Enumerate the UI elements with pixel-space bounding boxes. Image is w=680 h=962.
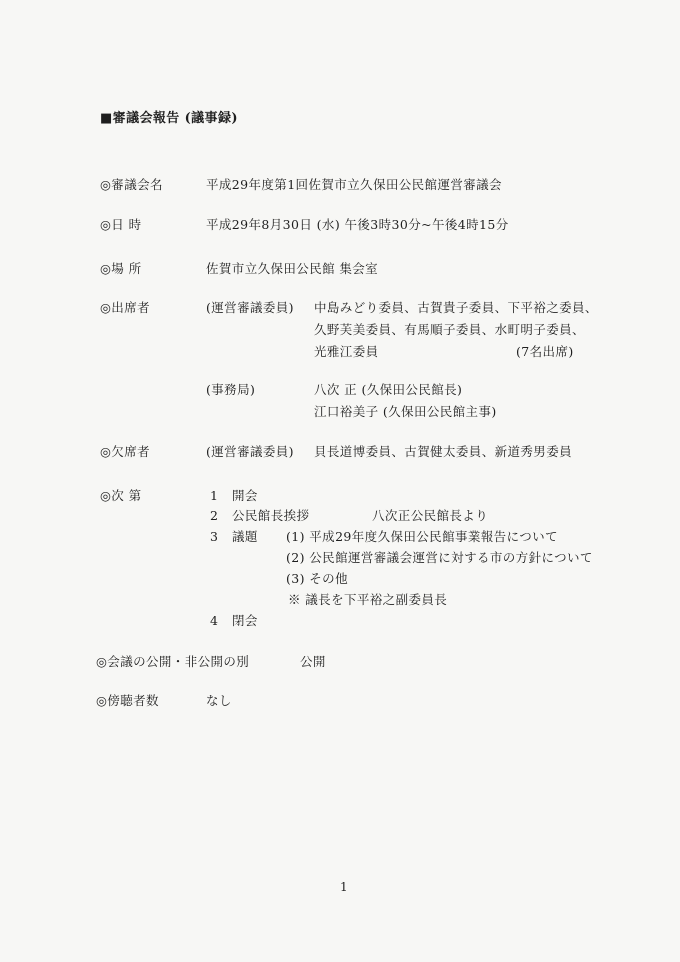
office-group-label: (事務局)	[206, 382, 256, 397]
committee-group-label: (運営審議委員)	[206, 300, 294, 315]
committee-members-line: 光雅江委員	[314, 344, 379, 359]
agenda-item-number: 3	[210, 529, 219, 544]
absentees-value: 貝長道博委員、古賀健太委員、新道秀男委員	[314, 444, 573, 459]
agenda-item-text: 議題	[232, 529, 258, 544]
committee-attendance-count: (7名出席)	[516, 344, 574, 359]
page-number: 1	[340, 880, 349, 894]
agenda-item-note: 八次正公民館長より	[372, 508, 489, 523]
place-label: ◎場 所	[100, 261, 142, 276]
office-member-line: 江口裕美子 (久保田公民館主事)	[314, 404, 497, 419]
agenda-subitem: (2) 公民館運営審議会運営に対する市の方針について	[286, 550, 593, 565]
agenda-chair-note: ※ 議長を下平裕之副委員長	[288, 592, 448, 607]
agenda-subitem: (3) その他	[286, 571, 348, 586]
attendees-label: ◎出席者	[100, 300, 151, 315]
datetime-value: 平成29年8月30日 (水) 午後3時30分~午後4時15分	[206, 217, 509, 232]
agenda-subitem: (1) 平成29年度久保田公民館事業報告について	[286, 529, 558, 544]
absentees-label: ◎欠席者	[100, 444, 151, 459]
agenda-item-text: 閉会	[232, 613, 258, 628]
agenda-item-text: 開会	[232, 488, 258, 503]
meeting-name-value: 平成29年度第1回佐賀市立久保田公民館運営審議会	[206, 177, 502, 192]
place-value: 佐賀市立久保田公民館 集会室	[206, 261, 379, 276]
agenda-item-number: 1	[210, 488, 219, 503]
office-member-line: 八次 正 (久保田公民館長)	[314, 382, 463, 397]
agenda-item-number: 2	[210, 508, 219, 523]
public-status-label: ◎会議の公開・非公開の別	[96, 654, 250, 669]
audience-count-label: ◎傍聴者数	[96, 693, 159, 708]
document-heading: ■審議会報告 (議事録)	[100, 111, 238, 126]
absent-committee-label: (運営審議委員)	[206, 444, 294, 459]
datetime-label: ◎日 時	[100, 217, 142, 232]
agenda-label: ◎次 第	[100, 488, 142, 503]
agenda-item-text: 公民館長挨拶	[232, 508, 310, 523]
agenda-item-number: 4	[210, 613, 219, 628]
committee-members-line: 中島みどり委員、古賀貴子委員、下平裕之委員、	[314, 300, 598, 315]
audience-count-value: なし	[206, 693, 232, 708]
meeting-name-label: ◎審議会名	[100, 177, 163, 192]
public-status-value: 公開	[300, 654, 326, 669]
committee-members-line: 久野芙美委員、有馬順子委員、水町明子委員、	[314, 322, 585, 337]
